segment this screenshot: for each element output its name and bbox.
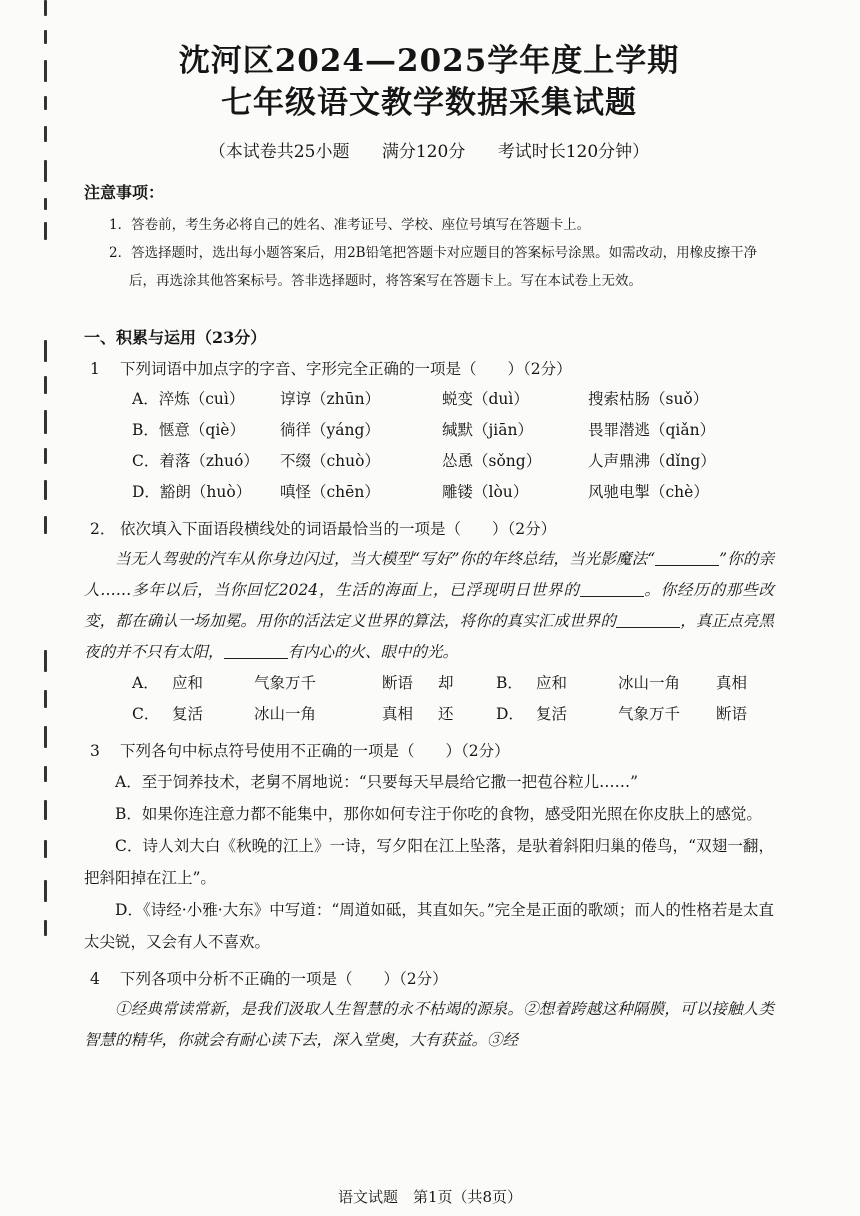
question-2-passage xyxy=(84,544,774,668)
option-cell: 怂恿（sǒng） xyxy=(442,452,542,470)
answer-blank xyxy=(655,545,719,566)
answer-blank xyxy=(580,576,644,597)
choice-word: 应和 xyxy=(536,674,568,692)
choice-word: 真相 xyxy=(382,705,414,723)
notice-list xyxy=(84,211,774,295)
exam-title-line1: 沈河区2024—2025学年度上学期 xyxy=(178,43,680,79)
question-stem: 下列各句中标点符号使用不正确的一项是（ ）（2分） xyxy=(120,742,510,760)
option-cell: D．豁朗（huò） xyxy=(132,483,252,501)
question-stem: 下列各项中分析不正确的一项是（ ）（2分） xyxy=(120,970,448,988)
option-text: B．如果你连注意力都不能集中，那你如何专注于你吃的食物，感受阳光照在你皮肤上的感觉。 xyxy=(115,805,762,823)
question-number: 1 xyxy=(90,360,100,378)
option-text: D．《诗经·小雅·大东》中写道：“周道如砥，其直如矢。”完全是正面的歌颂；而人的性格若是太直太尖锐，又会有人不喜欢。 xyxy=(84,901,774,951)
passage-text: 。你经历的那些改变，都在确认一场加冕。用你的活法定义世界的算法，将你的真实汇成世界的 xyxy=(84,581,774,630)
option-cell: C．着落（zhuó） xyxy=(132,452,259,470)
choice-word: 却 xyxy=(438,674,454,692)
choice-word: 复活 xyxy=(172,705,204,723)
exam-info: （本试卷共25小题 满分120分 考试时长120分钟） xyxy=(208,142,650,162)
section-heading: 一、积累与运用（23分） xyxy=(84,328,267,347)
option-cell: 风驰电掣（chè） xyxy=(588,483,709,501)
question-1 xyxy=(84,354,774,384)
option-cell: 不缀（chuò） xyxy=(280,452,380,470)
choice-word: D． xyxy=(496,705,524,723)
passage-text: 当无人驾驶的汽车从你身边闪过，当大模型“写好”你的年终总结，当光影魔法“ xyxy=(115,550,656,568)
answer-blank xyxy=(224,638,288,659)
binding-margin-dashes xyxy=(40,0,54,1216)
option-cell: 人声鼎沸（dǐng） xyxy=(588,452,716,470)
passage-text: 有内心的火、眼中的光。 xyxy=(287,643,459,661)
question-number: 3 xyxy=(90,742,100,760)
choice-word: 应和 xyxy=(172,674,204,692)
question-stem: 下列词语中加点字的字音、字形完全正确的一项是（ ）（2分） xyxy=(120,360,572,378)
option-cell: 蜕变（duì） xyxy=(442,390,529,408)
page-footer: 语文试题 第1页（共8页） xyxy=(337,1188,523,1206)
exam-page xyxy=(84,40,774,1056)
choice-word: 断语 xyxy=(716,705,748,723)
choice-word: 复活 xyxy=(536,705,568,723)
notice-item: 2．答选择题时，选出每小题答案后，用2B铅笔把答题卡对应题目的答案标号涂黑。如需改动，用橡皮擦干净后，再选涂其他答案标号。答非选择题时，将答案写在答题卡上。写在本试卷上无效。 xyxy=(109,245,758,289)
choice-word: C． xyxy=(132,705,160,723)
question-number: 4 xyxy=(90,970,100,988)
choice-word: 气象万千 xyxy=(618,705,681,723)
option-cell: A．淬炼（cuì） xyxy=(132,390,245,408)
question-1-options xyxy=(84,384,774,508)
choice-word: B． xyxy=(496,674,523,692)
notice-heading: 注意事项： xyxy=(84,183,165,202)
option-cell: 雕镂（lòu） xyxy=(442,483,529,501)
option-cell: 嗔怪（chēn） xyxy=(280,483,380,501)
question-2 xyxy=(84,514,774,544)
option-cell: 徜徉（yáng） xyxy=(280,421,380,439)
option-cell: 搜索枯肠（suǒ） xyxy=(588,390,709,408)
choice-word: 冰山一角 xyxy=(618,674,681,692)
option-text: A．至于饲养技术，老舅不屑地说：“只要每天早晨给它撒一把苞谷粒儿……” xyxy=(115,773,639,791)
choice-word: 真相 xyxy=(716,674,748,692)
option-cell: 畏罪潜逃（qiǎn） xyxy=(588,421,716,439)
choice-word: 断语 xyxy=(382,674,414,692)
choice-word: 气象万千 xyxy=(254,674,317,692)
question-3 xyxy=(84,736,774,766)
notice-item: 1．答卷前，考生务必将自己的姓名、准考证号、学校、座位号填写在答题卡上。 xyxy=(109,217,591,233)
option-cell: 谆谆（zhūn） xyxy=(280,390,381,408)
option-cell: 缄默（jiān） xyxy=(442,421,533,439)
choice-word: 还 xyxy=(438,705,454,723)
question-2-choices xyxy=(84,668,774,730)
question-4-passage: ①经典常读常新，是我们汲取人生智慧的永不枯竭的源泉。②想着跨越这种隔膜，可以接触人类智慧的精华，你就会有耐心读下去，深入堂奥，大有获益。③经 xyxy=(84,1000,774,1049)
option-text: C．诗人刘大白《秋晚的江上》一诗，写夕阳在江上坠落，是驮着斜阳归巢的倦鸟，“双翅一翻，把斜阳掉在江上”。 xyxy=(84,837,774,887)
answer-blank xyxy=(616,607,680,628)
question-4 xyxy=(84,964,774,994)
exam-title-line2: 七年级语文教学数据采集试题 xyxy=(221,85,637,121)
passage-text: ，真正点亮黑夜的并不只有太阳， xyxy=(84,612,774,661)
choice-word: A． xyxy=(132,674,159,692)
choice-word: 冰山一角 xyxy=(254,705,317,723)
question-number: 2． xyxy=(90,520,116,538)
passage-text: ”你的亲人……多年以后，当你回忆2024，生活的海面上，已浮现明日世界的 xyxy=(84,550,774,599)
option-cell: B．惬意（qiè） xyxy=(132,421,245,439)
question-stem: 依次填入下面语段横线处的词语最恰当的一项是（ ）（2分） xyxy=(120,520,557,538)
